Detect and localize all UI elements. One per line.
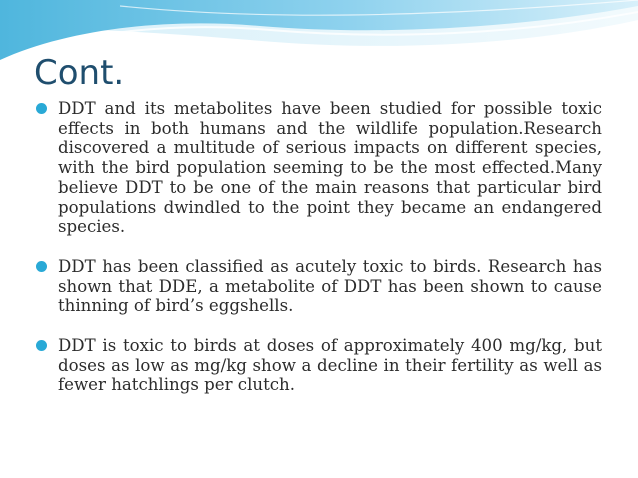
list-item: [36, 99, 602, 237]
circle-bullet-icon: [36, 261, 47, 272]
bullet-text: DDT and its metabolites have been studied for possible toxic effects in both humans and the wildlife population.Research discovered a multitude of serious impacts on different species, with the bird population seeming to be the most effected.Many believe DDT to be one of the main reasons that particular bird populations dwindled to the point they became an endangered species.: [58, 99, 602, 237]
bullet-list: [36, 99, 602, 395]
list-item: [36, 336, 602, 395]
bullet-text: DDT has been classified as acutely toxic to birds. Research has shown that DDE, a metabolite of DDT has been shown to cause thinning of bird’s eggshells.: [58, 256, 602, 316]
circle-bullet-icon: [36, 103, 47, 114]
slide-title: Cont.: [34, 53, 125, 93]
circle-bullet-icon: [36, 340, 47, 351]
list-item: [36, 257, 602, 316]
bullet-text: DDT is toxic to birds at doses of approximately 400 mg/kg, but doses as low as mg/kg show a decline in their fertility as well as fewer hatchlings per clutch.: [58, 336, 602, 395]
